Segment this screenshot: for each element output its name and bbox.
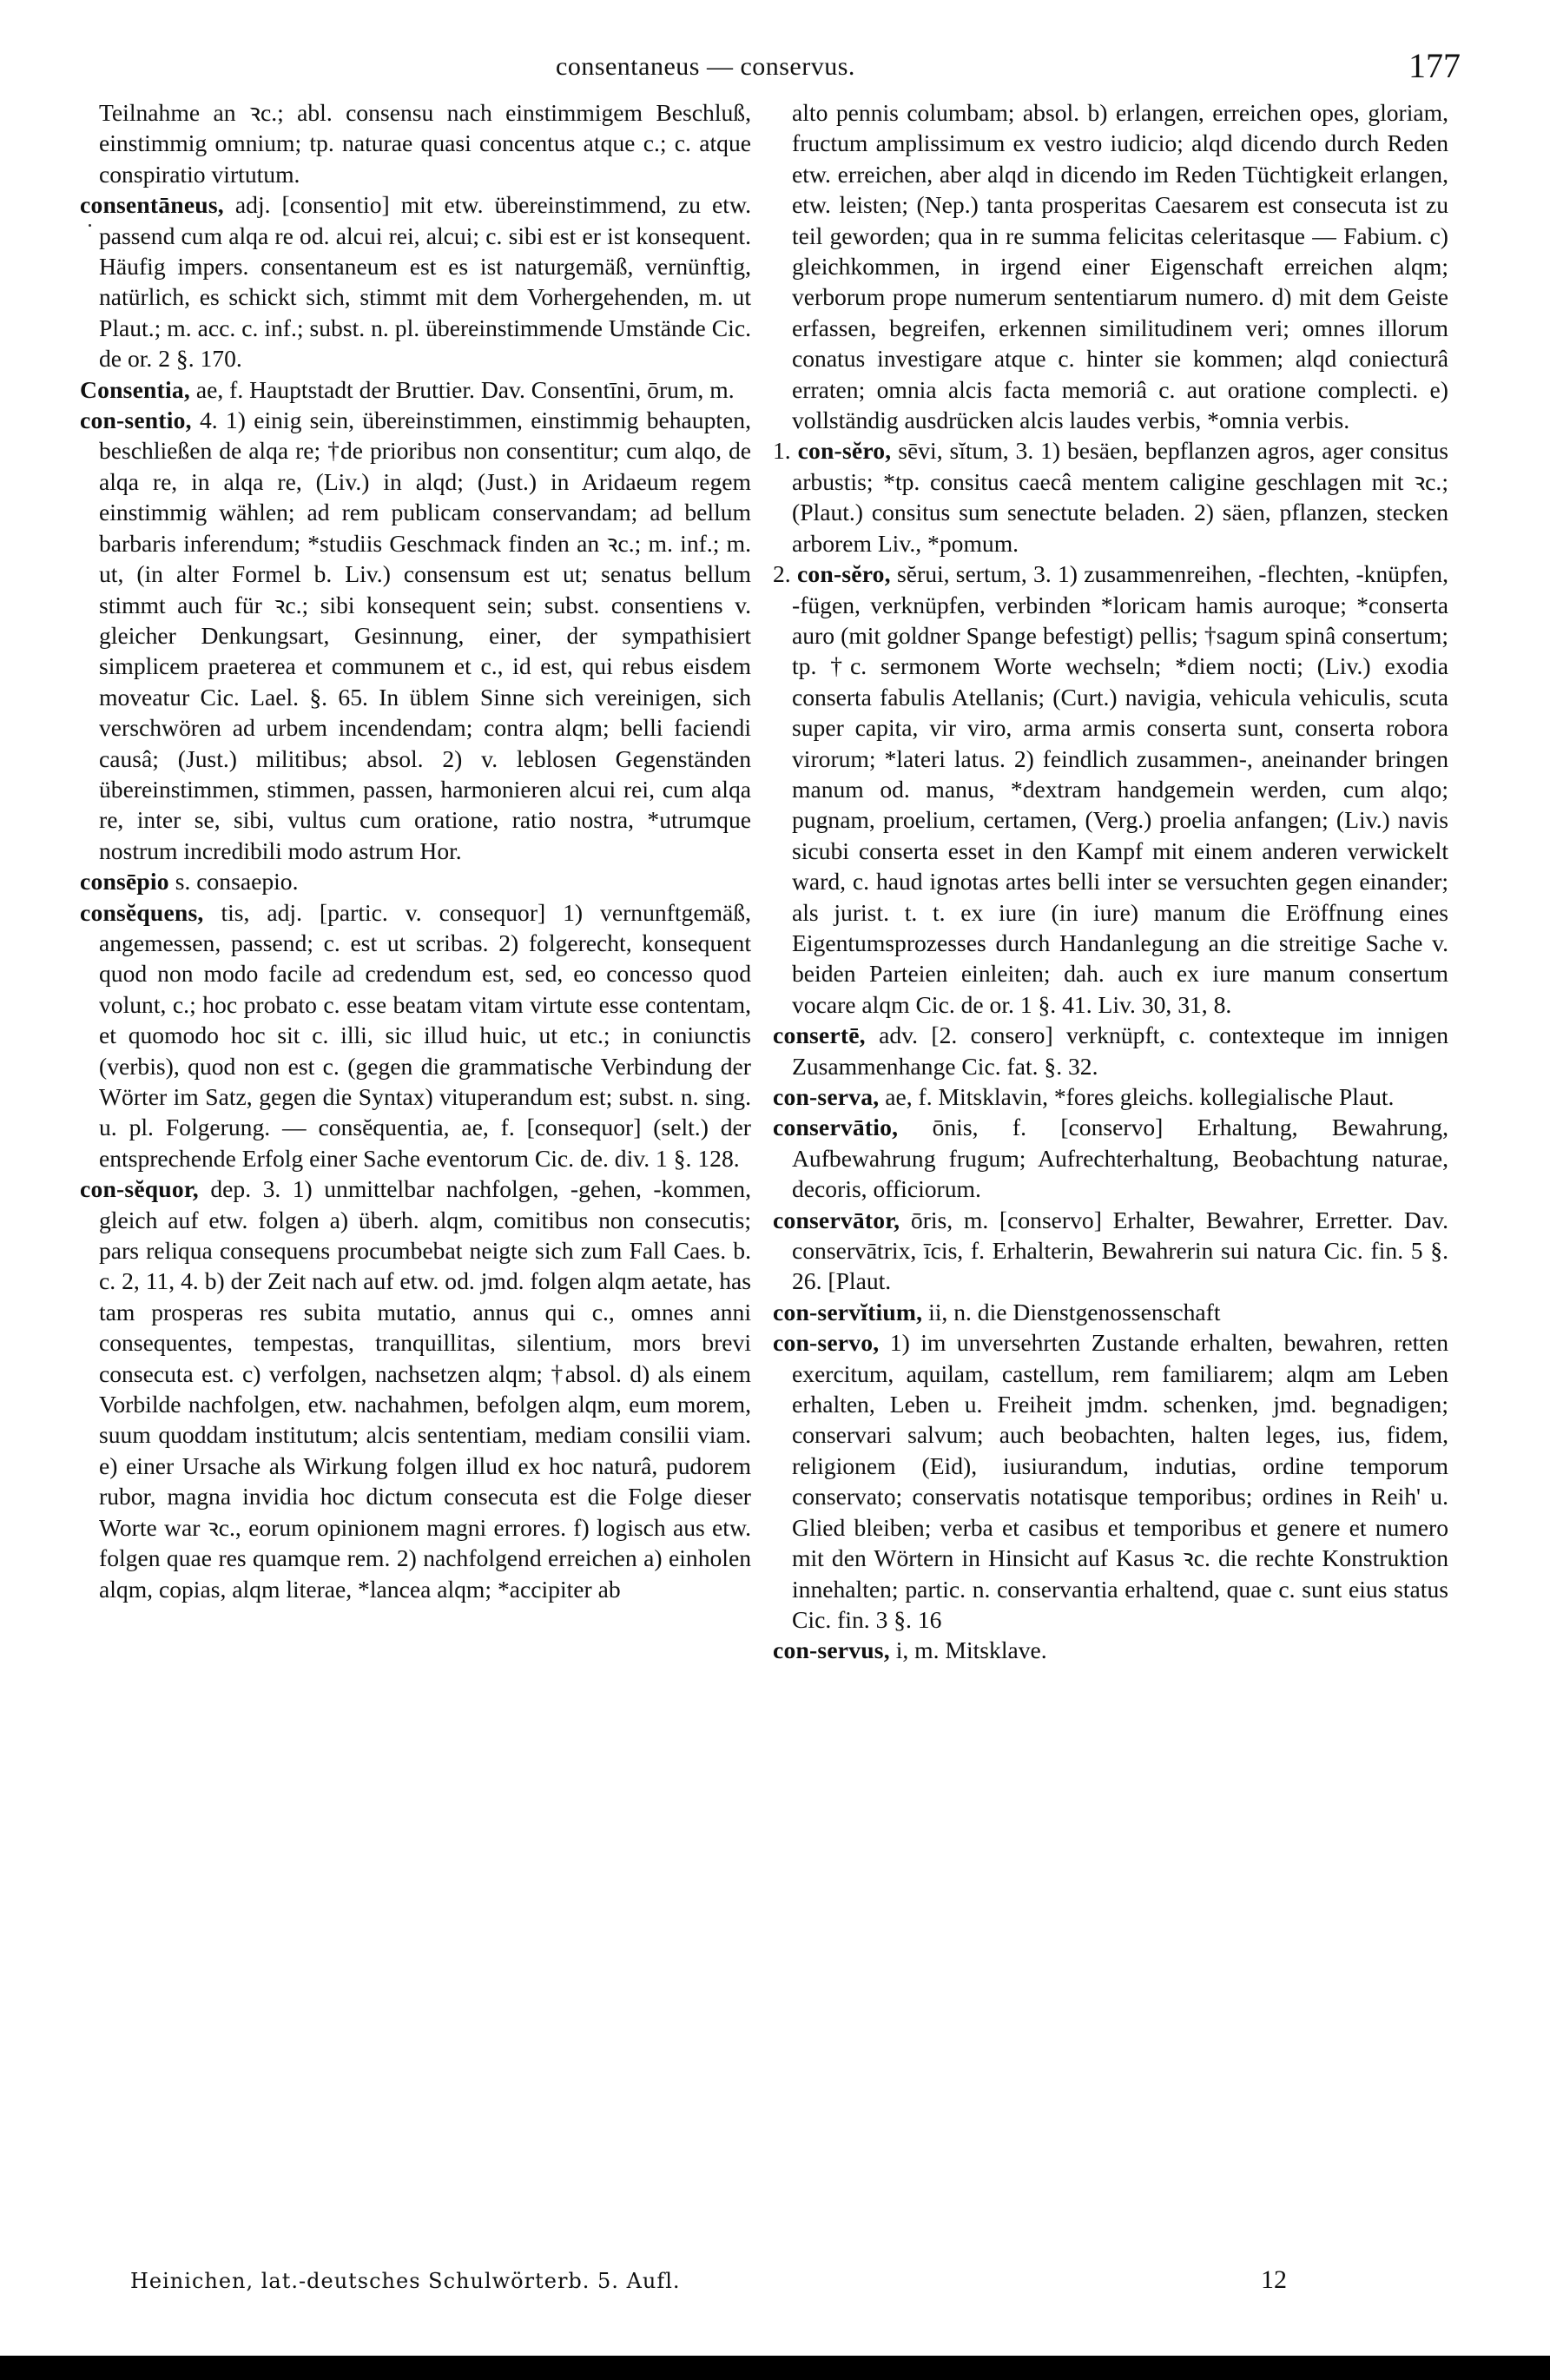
dictionary-entry [773,1635,1448,1665]
dictionary-entry [80,189,751,374]
right-column [773,97,1448,1666]
dictionary-entry [773,1327,1448,1635]
entry-text: ae, f. Hauptstadt der Bruttier. Dav. Consentīni, ōrum, m. [195,375,735,403]
dictionary-entry [80,866,751,896]
dictionary-entry [773,559,1448,1020]
signature-mark: 12 [1261,2265,1287,2294]
headword: con-sentio, [80,407,192,434]
entry-text: ōnis, f. [conservo] Erhaltung, Bewahrung, Aufbewahrung frugum; Aufrechterhaltung, Beobachtung naturae, decoris, officiorum. [792,1114,1448,1203]
headword: consentāneus, [80,191,224,219]
page-footer [0,2265,1550,2304]
dictionary-entry [773,435,1448,559]
headword: con-sĕro, [796,560,891,588]
entry-text: ōris, m. [conservo] Erhalter, Bewahrer, Erretter. Dav. conservātrix, īcis, f. Erhalterin, Bewahrerin sui natura Cic. fin. 5 §. 26. [Plaut. [792,1206,1448,1295]
entry-text: adv. [2. consero] verknüpft, c. contexteque im innigen Zusammenhange Cic. fat. §. 32. [792,1021,1448,1080]
entry-text: alto pennis columbam; absol. b) erlangen, erreichen opes, gloriam, fructum amplissimum ex vestro iudicio; alqd dicendo durch Reden etw. erreichen, aber alqd in dicendo im Reden Tüchtigkeit erlangen, etw. leisten; (Nep.) tanta prosperitas Caesarem est consecuta ist zu teil geworden; qua in re summa felicitas celeritasque — Fabium. c) gleichkommen, in irgend einer Eigenschaft erreichen alqm; verborum prope numerum sententiarum numero. d) mit dem Geiste erfassen, begreifen, erkennen similitudinem veri; omnes illorum conatus investigare atque c. hinter sie kommen; alqd coniecturâ erraten; omnia alcis facta memoriâ c. aut oratione complecti. e) vollständig ausdrücken alcis laudes verbis, *omnia verbis. [792,99,1448,434]
entry-continuation [80,97,751,189]
imprint-note: Heinichen, lat.-deutsches Schulwörterb. 5. Aufl. [130,2269,681,2293]
homonym-number: 1. [773,437,798,465]
entry-text: 4. 1) einig sein, übereinstimmen, einstimmig behaupten, beschließen de alqa re; †de prioribus non consentitur; cum alqo, de alqa re, in alqa re, (Liv.) in alqd; (Just.) in Aridaeum regem einstimmig wählen; ad rem publicam conservandam; ad bellum barbaris inferendum; *studiis Geschmack finden an ꝛc.; m. inf.; m. ut, (in alter Formel b. Liv.) consensum est ut; senatus bellum stimmt auch für ꝛc.; sibi konsequent sein; subst. consentiens v. gleicher Denkungsart, Gesinnung, einer, der sympathisiert simplicem praeterea et communem et c., id est, qui rebus eisdem moveatur Cic. Lael. §. 65. In üblem Sinne sich vereinigen, sich verschwören ad urbem incendendam; contra alqm; belli faciendi causâ; (Just.) militibus; absol. 2) v. leblosen Gegenständen übereinstimmen, stimmen, passen, harmonieren alcui rei, cum alqa re, inter se, sibi, vultus cum oratione, ratio nostra, *utrumque nostrum incredibili modo astrum Hor. [99,407,751,864]
homonym-number: 2. [773,560,797,588]
headword: consĕquens, [80,898,204,926]
entry-text: dep. 3. 1) unmittelbar nachfolgen, -gehen, -kommen, gleich auf etw. folgen a) überh. alqm, comitibus non consecutis; pars reliqua consequens procumbebat neigte sich zum Fall Caes. b. c. 2, 11, 4. b) der Zeit nach auf etw. od. jmd. folgen alqm aetate, has tam prosperas res subita mutatio, annus qui c., omnes anni consequentes, tempestas, tranquillitas, silentium, mors brevi consecuta est. c) verfolgen, nachsetzen alqm; †absol. d) als einem Vorbilde nachfolgen, etw. nachahmen, befolgen alqm, eum morem, suum quoddam institutum; alcis sententiam, mediam consilii viam. e) einer Ursache als Wirkung folgen illud ex hoc naturâ, pudorem rubor, magna invidia hoc dictum consecuta est die Folge dieser Worte war ꝛc., eorum opinionem magni errores. f) logisch aus etw. folgen quae res quamque rem. 2) nachfolgend erreichen a) einholen alqm, copias, alqm literae, *lancea alqm; *accipiter ab [99,1175,751,1603]
page-header [0,45,1550,97]
entry-text: sĕrui, sertum, 3. 1) zusammenreihen, -flechten, -knüpfen, -fügen, verknüpfen, verbinden *loricam hamis auroque; *conserta auro (mit goldner Spange befestigt) pellis; †sagum spinâ consertum; tp. †c. sermonem Worte wechseln; *diem nocti; (Liv.) exodia conserta fabulis Atellanis; (Curt.) navigia, vehicula vehiculis, scuta super capita, vir viro, arma armis conserta sunt, conserta robora virorum; *lateri latus. 2) feindlich zusammen-, aneinander bringen manum od. manus, *dextram handgemein werden, cum alqo; pugnam, proelium, certamen, (Verg.) proelia anfangen; (Liv.) navis sicubi conserta esset in den Kampf mit einem anderen verwickelt ward, c. haud ignotas artes belli inter se versuchten gegen einander; als jurist. t. t. ex iure (in iure) manum die Eröffnung eines Eigentumsprozesses durch Handanlegung an die streitige Sache v. beiden Parteien einleiten; dah. auch ex iure manum consertum vocare alqm Cic. de or. 1 §. 41. Liv. 30, 31, 8. [792,560,1449,1018]
headword: Consentia, [80,375,190,403]
headword: con-sĕro, [797,437,892,465]
page-number: 177 [1408,46,1461,85]
dictionary-entry [773,1020,1448,1081]
headword: con-sĕquor, [80,1175,199,1203]
dictionary-entry [80,897,751,1174]
entry-text: s. consaepio. [175,868,299,896]
entry-text: sēvi, sĭtum, 3. 1) besäen, bepflanzen agros, ager consitus arbustis; *tp. consitus caecâ mentem caligine geschlagen mit ꝛc.; (Plaut.) consitus sum senectute beladen. 2) säen, pflanzen, stecken arborem Liv., *pomum. [792,437,1449,557]
headword: con-servĭtium, [773,1298,923,1326]
headword: conservātio, [773,1114,899,1141]
headword: con-serva, [773,1083,880,1110]
headword: con-servus, [773,1636,890,1664]
headword: consertē, [773,1021,866,1049]
dictionary-entry [80,1173,751,1604]
dictionary-entry [773,1081,1448,1112]
entry-text: ae, f. Mitsklavin, *fores gleichs. kollegialische Plaut. [885,1083,1395,1110]
entry-continuation [773,97,1448,435]
dictionary-entry [80,405,751,866]
entry-text: tis, adj. [partic. v. consequor] 1) vernunftgemäß, angemessen, passend; c. est ut scribas. 2) folgerecht, konsequent quod non modo facile ad credendum est, sed, eo concesso quod volunt, c.; hoc probato c. esse beatam vitam virtute esse contentam, et quomodo hoc sit c. illi, sic illud huic, ut etc.; in coniunctis (verbis), quod non est c. (gegen die grammatische Verbindung der Wörter im Satz, gegen die Syntax) vituperandum est; subst. n. sing. u. pl. Folgerung. — consĕquentia, ae, f. [consequor] (selt.) der entsprechende Erfolg einer Sache eventorum Cic. de. div. 1 §. 128. [99,898,751,1172]
entry-text: adj. [consentio] mit etw. übereinstimmend, zu etw. passend cum alqa re od. alcui rei, alcui; c. sibi est er ist konsequent. Häufig impers. consentaneum est es ist naturgemäß, vernünftig, natürlich, es schickt sich, stimmt mit dem Vorhergehenden, m. ut Plaut.; m. acc. c. inf.; subst. n. pl. übereinstimmende Umstände Cic. de or. 2 §. 170. [99,191,751,373]
dictionary-entry [773,1297,1448,1327]
running-head: consentaneus — conservus. [556,52,855,81]
headword: conservātor, [773,1206,900,1233]
entry-text: i, m. Mitsklave. [895,1636,1047,1664]
dictionary-entry [773,1112,1448,1204]
scan-edge-band [0,2356,1550,2380]
headword: con-servo, [773,1329,880,1357]
entry-text: 1) im unversehrten Zustande erhalten, bewahren, retten exercitum, aquilam, castellum, rem familiarem; alqm am Leben erhalten, Leben u. Freiheit jmdm. schenken, jmd. begnadigen; conservari salvum; auch beobachten, halten leges, ius, fidem, religionem (Eid), iusiurandum, indutias, ordine temporum conservato; conservatis notatisque temporibus; ordines in Reih' u. Glied bleiben; verba et casibus et temporibus et genere et numero mit den Wörtern in Hinsicht auf Kasus ꝛc. die rechte Konstruktion innehalten; partic. n. conservantia erhaltend, quae c. sunt eius status Cic. fin. 3 §. 16 [792,1329,1448,1633]
dictionary-entry [80,374,751,405]
entry-text: ii, n. die Dienstgenossenschaft [928,1298,1221,1326]
entry-text: Teilnahme an ꝛc.; abl. consensu nach einstimmigem Beschluß, einstimmig omnium; tp. naturae quasi concentus atque c.; c. atque conspiratio virtutum. [99,99,751,188]
left-column [80,97,751,1604]
headword: consēpio [80,868,169,896]
dictionary-entry [773,1205,1448,1297]
